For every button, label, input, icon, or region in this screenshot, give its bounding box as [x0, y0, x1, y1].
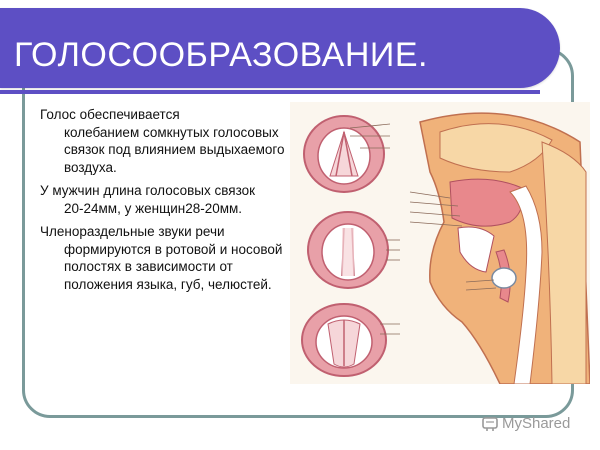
paragraph-speech [40, 223, 290, 293]
paragraph-first-line: У мужчин длина голосовых связок [40, 183, 256, 198]
larynx-illustration-svg [290, 102, 590, 384]
paragraph-first-line: Членораздельные звуки речи [40, 224, 225, 239]
slide-title: ГОЛОСООБРАЗОВАНИЕ. [14, 36, 428, 74]
paragraph-continuation: формируются в ротовой и носовой полостях в зависимости от положения языка, губ, челюстей. [64, 241, 283, 292]
paragraph-continuation: колебанием сомкнутых голосовых связок под влиянием выдыхаемого воздуха. [64, 124, 285, 175]
watermark [482, 412, 570, 434]
slide-body [40, 106, 290, 299]
glottis-view-narrow [308, 212, 388, 288]
paragraph-continuation: 20-24мм, у женщин28-20мм. [64, 200, 243, 216]
paragraph-first-line: Голос обеспечивается [40, 107, 180, 122]
myshared-logo-icon [482, 415, 498, 431]
watermark-text: MyShared [502, 414, 571, 432]
head-sagittal-section [420, 113, 590, 384]
paragraph-length [40, 182, 290, 217]
larynx-illustration [290, 102, 590, 384]
glottis-view-closed [302, 304, 386, 376]
title-underline [0, 90, 540, 94]
glottis-view-open [304, 116, 384, 192]
paragraph-voice [40, 106, 290, 176]
title-bar [0, 8, 560, 88]
